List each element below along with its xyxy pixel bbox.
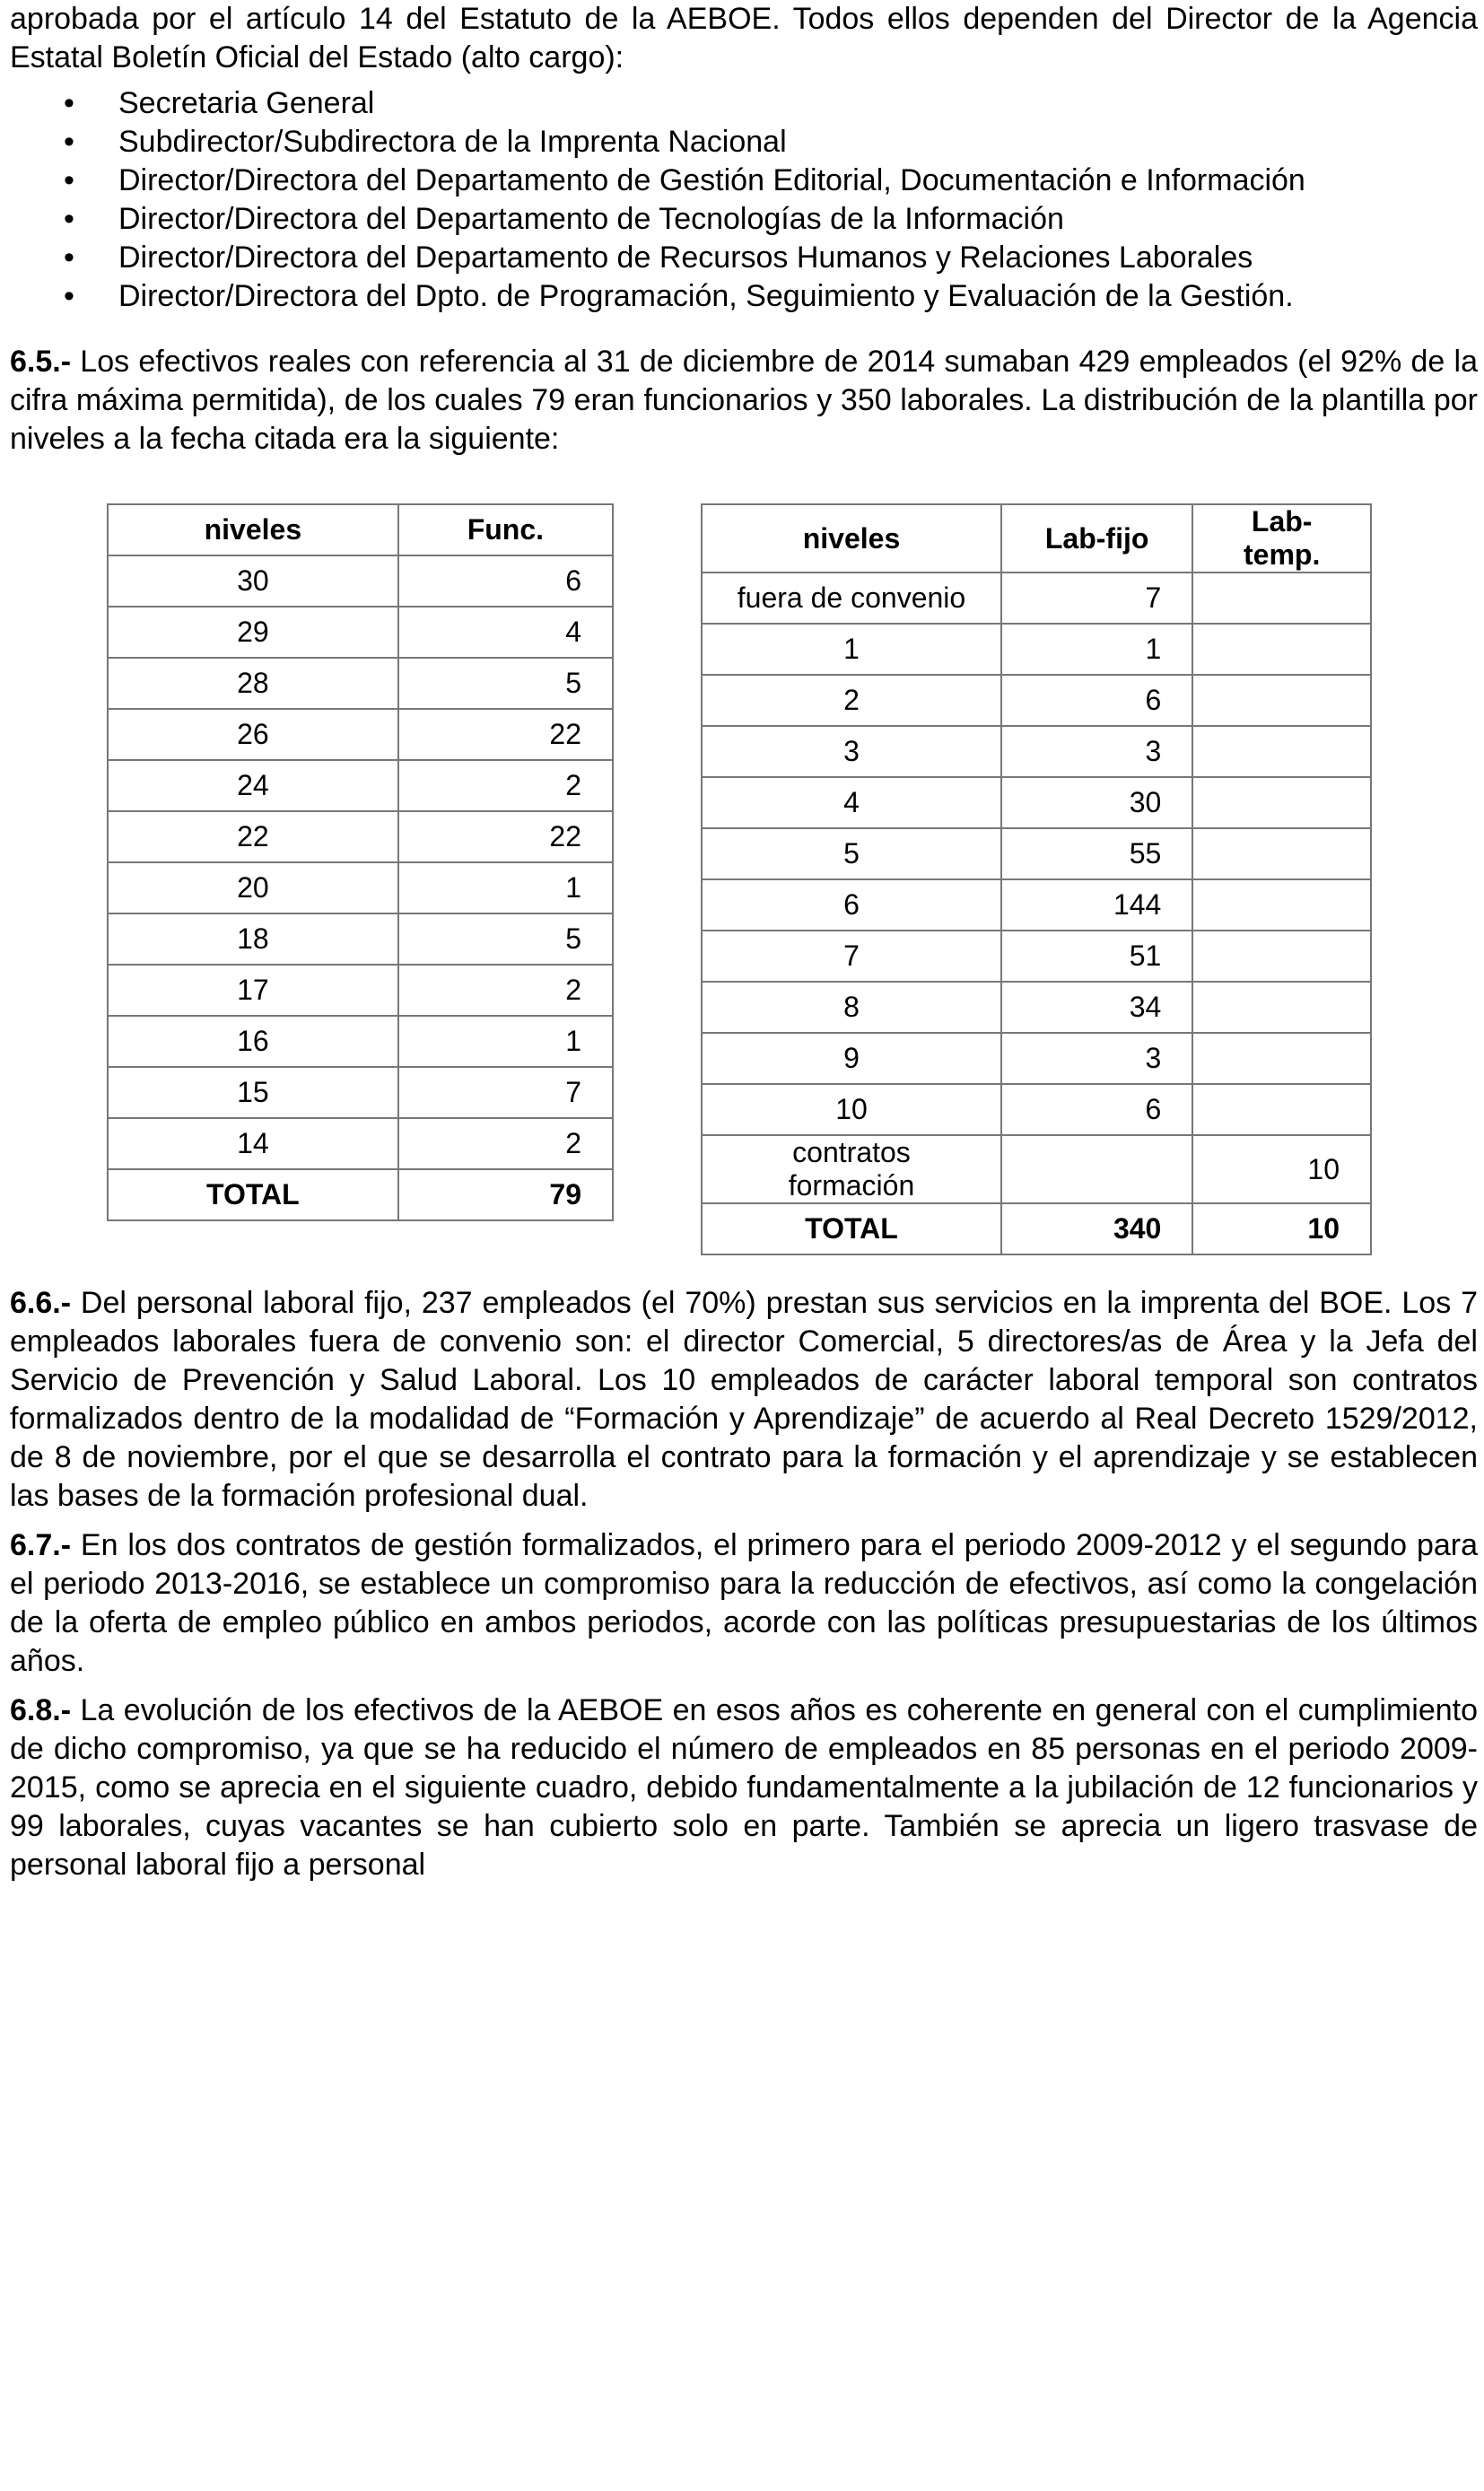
table-row: [702, 572, 1371, 624]
table-cell: 9: [702, 1033, 1001, 1084]
table-row: [108, 965, 613, 1016]
column-header: niveles: [702, 504, 1001, 572]
table-row: [702, 777, 1371, 828]
table-row: [108, 760, 613, 811]
table-cell: 55: [1001, 828, 1192, 879]
column-header: niveles: [108, 504, 398, 555]
table-cell: 8: [702, 982, 1001, 1033]
table-cell: 15: [108, 1067, 398, 1118]
table-cell: [1192, 777, 1371, 828]
table-cell: 22: [398, 811, 613, 862]
table-cell: 34: [1001, 982, 1192, 1033]
list-item: • Director/Directora del Departamento de Recursos Humanos y Relaciones Laborales: [10, 239, 1478, 277]
table-cell: 22: [398, 709, 613, 760]
table-row: [108, 1067, 613, 1118]
table-cell: 17: [108, 965, 398, 1016]
civil-servants-table: [107, 503, 614, 1221]
table-cell: contratos formación: [702, 1135, 1001, 1203]
bullet-icon: •: [64, 202, 74, 236]
table-cell: 3: [1001, 726, 1192, 777]
table-row: [108, 555, 613, 607]
table-row: [108, 709, 613, 760]
table-cell: 5: [398, 913, 613, 965]
table-cell: [1192, 982, 1371, 1033]
table-cell: [1192, 931, 1371, 982]
table-cell: 7: [398, 1067, 613, 1118]
director-list: [10, 84, 1478, 316]
table-cell: 5: [398, 658, 613, 709]
section-number: 6.6.-: [10, 1286, 72, 1320]
bullet-icon: •: [64, 86, 74, 120]
paragraph-6-8: [10, 1691, 1478, 1884]
table-total-row: [108, 1169, 613, 1220]
table-cell: 10: [1192, 1135, 1371, 1203]
table-row: [108, 658, 613, 709]
table-cell: 7: [702, 931, 1001, 982]
paragraph-6-5: [10, 343, 1478, 459]
table-cell: 4: [398, 607, 613, 658]
table-cell: [1192, 1084, 1371, 1135]
list-item: • Secretaria General: [10, 84, 1478, 123]
table-cell: 1: [1001, 624, 1192, 675]
table-row: [702, 828, 1371, 879]
table-cell: 5: [702, 828, 1001, 879]
staff-tables: [10, 503, 1478, 1257]
table-cell: 3: [702, 726, 1001, 777]
paragraph-text: Los efectivos reales con referencia al 31 de diciembre de 2014 sumaban 429 empleados (el 92% de la cifra máxima permitida), de los cuales 79 eran funcionarios y 350 laborales. La distribución de la plantilla por niveles a la fecha citada era la siguiente:: [10, 345, 1478, 456]
table-cell: 79: [398, 1169, 613, 1220]
column-header: Lab-temp.: [1192, 504, 1371, 572]
table-cell: [1192, 828, 1371, 879]
intro-paragraph: aprobada por el artículo 14 del Estatuto de la AEBOE. Todos ellos dependen del Director de la Agencia Estatal Boletín Oficial del Estado (alto cargo):: [10, 2, 1478, 74]
table-cell: 30: [108, 555, 398, 607]
table-row: [108, 1118, 613, 1169]
bullet-icon: •: [64, 125, 74, 159]
table-header-row: [702, 504, 1371, 572]
table-cell: 20: [108, 862, 398, 913]
list-item: • Director/Directora del Departamento de Tecnologías de la Información: [10, 200, 1478, 239]
table-cell: 22: [108, 811, 398, 862]
table-row: [702, 879, 1371, 931]
table-cell: [1192, 1033, 1371, 1084]
table-cell: [1192, 624, 1371, 675]
table-row: [108, 913, 613, 965]
table-cell: 6: [702, 879, 1001, 931]
section-number: 6.8.-: [10, 1693, 72, 1727]
table-row: [702, 1084, 1371, 1135]
table-cell: 24: [108, 760, 398, 811]
bullet-icon: •: [64, 163, 74, 197]
table-cell: [1001, 1135, 1192, 1203]
section-number: 6.7.-: [10, 1528, 72, 1562]
section-number: 6.5.-: [10, 345, 72, 379]
table-cell: 1: [398, 1016, 613, 1067]
table-cell: [1192, 572, 1371, 624]
table-cell: 26: [108, 709, 398, 760]
table-total-row: [702, 1203, 1371, 1254]
table-row: [702, 1033, 1371, 1084]
paragraph-text: La evolución de los efectivos de la AEBOE en esos años es coherente en general con el cumplimiento de dicho compromiso, ya que se ha reducido el número de empleados en 85 personas en el periodo 2009-2015, como se aprecia en el siguiente cuadro, debido fundamentalmente a la jubilación de 12 funcionarios y 99 laborales, cuyas vacantes se han cubierto solo en parte. También se aprecia un ligero trasvase de personal laboral fijo a personal: [10, 1693, 1478, 1882]
table-row: [702, 982, 1371, 1033]
bullet-icon: •: [64, 279, 74, 313]
table-cell: 340: [1001, 1203, 1192, 1254]
paragraph-6-7: [10, 1526, 1478, 1681]
table-cell: 2: [702, 675, 1001, 726]
paragraph-text: Del personal laboral fijo, 237 empleados (el 70%) prestan sus servicios en la imprenta del BOE. Los 7 empleados laborales fuera de convenio son: el director Comercial, 5 directores/as de Área y la Jefa del Servicio de Prevención y Salud Laboral. Los 10 empleados de carácter laboral temporal son contratos formalizados dentro de la modalidad de “Formación y Aprendizaje” de acuerdo al Real Decreto 1529/2012, de 8 de noviembre, por el que se desarrolla el contrato para la formación y el aprendizaje y se establecen las bases de la formación profesional dual.: [10, 1286, 1478, 1513]
table-cell: 18: [108, 913, 398, 965]
table-cell: 1: [398, 862, 613, 913]
table-cell: 6: [1001, 675, 1192, 726]
table-cell: 28: [108, 658, 398, 709]
table-cell: 3: [1001, 1033, 1192, 1084]
table-cell: 29: [108, 607, 398, 658]
table-cell: 30: [1001, 777, 1192, 828]
table-row: [108, 811, 613, 862]
paragraph-6-6: [10, 1284, 1478, 1516]
table-cell: [1192, 726, 1371, 777]
document-page: [10, 0, 1478, 1884]
list-item: • Director/Directora del Dpto. de Programación, Seguimiento y Evaluación de la Gestión.: [10, 277, 1478, 316]
table-cell: 10: [702, 1084, 1001, 1135]
table-cell: [1192, 879, 1371, 931]
table-cell: 51: [1001, 931, 1192, 982]
table-row: [702, 624, 1371, 675]
table-cell: TOTAL: [702, 1203, 1001, 1254]
table-row: [702, 931, 1371, 982]
list-item: • Director/Directora del Departamento de Gestión Editorial, Documentación e Información: [10, 162, 1478, 200]
list-item: • Subdirector/Subdirectora de la Imprenta Nacional: [10, 123, 1478, 162]
bullet-icon: •: [64, 240, 74, 275]
table-cell: 4: [702, 777, 1001, 828]
column-header: Lab-fijo: [1001, 504, 1192, 572]
table-cell: 16: [108, 1016, 398, 1067]
table-cell: 2: [398, 965, 613, 1016]
labor-staff-table: [701, 503, 1372, 1255]
table-cell: fuera de convenio: [702, 572, 1001, 624]
table-row: [108, 1016, 613, 1067]
column-header: Func.: [398, 504, 613, 555]
table-cell: TOTAL: [108, 1169, 398, 1220]
table-cell: 2: [398, 1118, 613, 1169]
table-row: [702, 675, 1371, 726]
table-row: [108, 862, 613, 913]
table-row: [702, 726, 1371, 777]
table-row: [702, 1135, 1371, 1203]
table-cell: 2: [398, 760, 613, 811]
table-cell: 14: [108, 1118, 398, 1169]
table-cell: 6: [398, 555, 613, 607]
table-cell: 6: [1001, 1084, 1192, 1135]
table-cell: 144: [1001, 879, 1192, 931]
table-cell: 1: [702, 624, 1001, 675]
table-header-row: [108, 504, 613, 555]
table-cell: 10: [1192, 1203, 1371, 1254]
table-cell: 7: [1001, 572, 1192, 624]
table-row: [108, 607, 613, 658]
table-cell: [1192, 675, 1371, 726]
paragraph-text: En los dos contratos de gestión formalizados, el primero para el periodo 2009-2012 y el segundo para el periodo 2013-2016, se establece un compromiso para la reducción de efectivos, así como la congelación de la oferta de empleo público en ambos periodos, acorde con las políticas presupuestarias de los últimos años.: [10, 1528, 1478, 1678]
